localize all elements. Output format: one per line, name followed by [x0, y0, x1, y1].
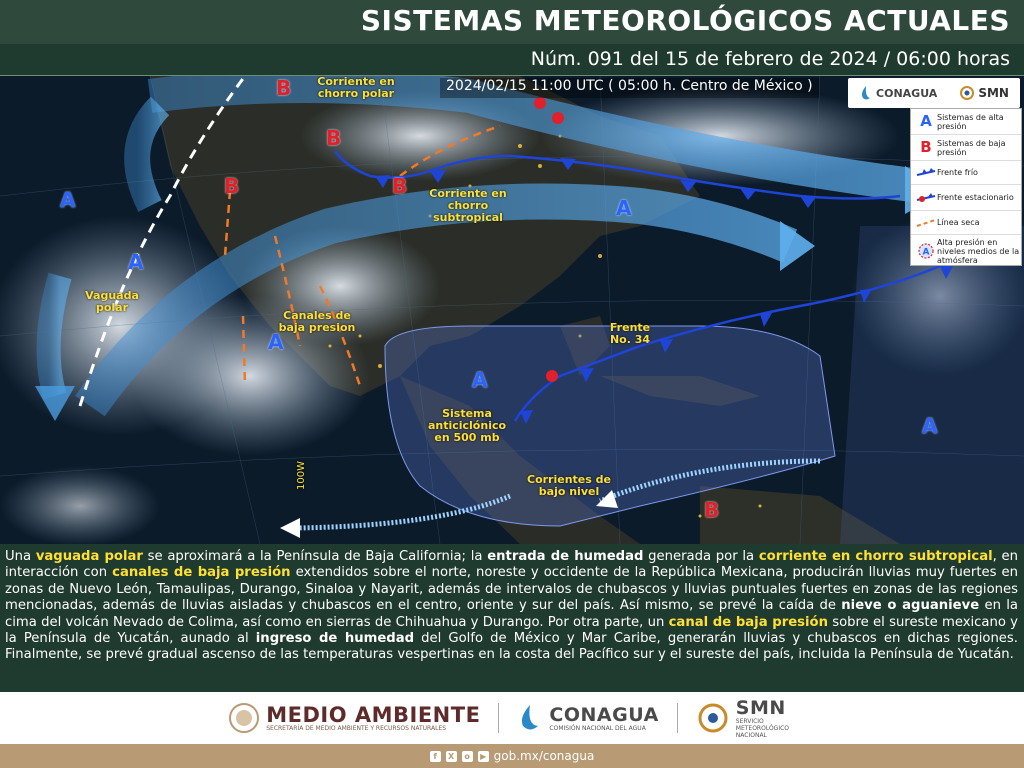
legend-label: Sistemas de alta presión: [937, 112, 1004, 131]
high-pressure-marker: A: [60, 188, 76, 212]
bulletin-segment: Una: [5, 549, 36, 564]
youtube-icon[interactable]: ▶: [478, 751, 489, 762]
legend-high-symbol: A: [920, 112, 932, 130]
conagua-footer-logo: [517, 703, 658, 733]
smn-footer-title: SMN: [735, 696, 786, 719]
bulletin-text: [0, 544, 1024, 692]
bulletin-segment: se aproximará a la Península de Baja California; la: [142, 549, 488, 564]
instagram-icon[interactable]: o: [462, 751, 473, 762]
conagua-logo-text: CONAGUA: [876, 86, 938, 100]
map-graphics: [0, 76, 1024, 544]
bulletin-highlight: canal de baja presión: [668, 614, 828, 630]
satellite-timestamp: 2024/02/15 11:00 UTC ( 05:00 h. Centro de México ): [440, 78, 819, 98]
label-low-level-currents: Corrientes de bajo nivel: [527, 473, 611, 498]
footer-divider: [677, 703, 678, 733]
legend-item-stationary-front: [911, 185, 1021, 211]
smn-logo-text: SMN: [978, 86, 1009, 100]
label-anticyclone-500mb: Sistema anticiclónico en 500 mb: [427, 407, 507, 444]
legend-item-upper-high: [911, 235, 1021, 267]
agency-logos: [848, 78, 1020, 108]
smn-icon: [959, 85, 975, 101]
legend-low-symbol: B: [920, 138, 932, 156]
smn-footer-subtitle: SERVICIO METEOROLÓGICO NACIONAL: [735, 717, 790, 739]
label-subtropical-jet: Corriente en chorro subtropical: [429, 187, 507, 224]
conagua-logo: [859, 85, 937, 101]
bulletin-segment: extendidos sobre el norte, noreste y occidente de la República Mexicana, producirán lluvias muy fuertes en zonas de Nuevo León, Tamaulipas, Durango, Sinaloa y Nayarit, además de intervalos de chubascos y lluvias puntuales fuertes en zonas de las regiones mencionadas, además de lluvias aisladas y chubascos en el centro, oriente y sur del país. Así mismo, se prevé la caída de: [5, 565, 1018, 614]
high-pressure-marker: A: [922, 414, 938, 438]
upper-high-icon: [915, 242, 937, 260]
legend-item-dry-line: [911, 211, 1021, 235]
bulletin-bold: ingreso de humedad: [255, 631, 415, 647]
smn-footer-logo: [696, 698, 796, 739]
high-pressure-marker: A: [268, 330, 284, 354]
bulletin-highlight: vaguada polar: [35, 549, 143, 564]
label-longitude: 100W: [296, 461, 307, 490]
smn-logo: [959, 85, 1009, 101]
legend-item-high: [911, 109, 1021, 135]
conagua-drop-icon: [517, 703, 543, 733]
social-links-bar: [0, 744, 1024, 768]
map-legend: [910, 108, 1022, 266]
bulletin-segment: , en interacción con: [5, 549, 1018, 581]
low-pressure-marker: B: [276, 76, 292, 100]
facebook-icon[interactable]: f: [430, 751, 441, 762]
conagua-icon: [859, 85, 873, 101]
page-title: SISTEMAS METEOROLÓGICOS ACTUALES: [0, 0, 1024, 44]
low-pressure-marker: B: [224, 174, 240, 198]
conagua-footer-title: CONAGUA: [549, 703, 659, 726]
satellite-map: [0, 76, 1024, 544]
low-pressure-marker: B: [326, 126, 342, 150]
bulletin-segment: del Golfo de México y Mar Caribe, generarán lluvias y chubascos en dichas regiones. Finalmente, se prevé gradual ascenso de las temperaturas vespertinas en la costa del Pacífico sur y el sureste del país, incluida la Península de Yucatán.: [5, 631, 1018, 663]
legend-label: Línea seca: [937, 218, 980, 227]
bulletin-segment: generada por la: [643, 549, 759, 564]
high-pressure-marker: A: [472, 368, 488, 392]
medio-ambiente-subtitle: SECRETARÍA DE MEDIO AMBIENTE Y RECURSOS NATURALES: [266, 724, 447, 732]
medio-ambiente-logo: [228, 702, 480, 734]
bulletin-bold: entrada de humedad: [487, 549, 644, 564]
legend-item-cold-front: [911, 161, 1021, 185]
legend-label: Frente estacionario: [937, 193, 1014, 202]
x-twitter-icon[interactable]: X: [446, 751, 457, 762]
bulletin-highlight: canales de baja presión: [112, 565, 291, 581]
label-polar-jet: Corriente en chorro polar: [317, 76, 395, 100]
footer-logos: [0, 692, 1024, 744]
legend-label: Sistemas de baja presión: [937, 138, 1006, 157]
cold-front-icon: [915, 168, 937, 178]
mexico-seal-icon: [228, 702, 260, 734]
dry-line-icon: [915, 218, 937, 228]
bulletin-bold: nieve o aguanieve: [841, 598, 980, 614]
conagua-footer-subtitle: COMISIÓN NACIONAL DEL AGUA: [549, 724, 646, 732]
legend-label: Alta presión en niveles medios de la atmósfera: [937, 237, 1020, 265]
bulletin-highlight: corriente en chorro subtropical: [758, 549, 993, 564]
low-pressure-marker: B: [704, 498, 720, 522]
smn-swirl-icon: [696, 701, 730, 735]
label-low-pressure-troughs: Canales de baja presion: [278, 309, 356, 334]
bulletin-segment: sobre el sureste mexicano y la Península de Yucatán, aunado al: [5, 614, 1018, 647]
bulletin-segment: en la cima del volcán Nevado de Colima, así como en sierras de Chihuahua y Durango. Por otra parte, un: [5, 598, 1018, 630]
legend-label: Frente frío: [937, 168, 978, 177]
legend-item-low: [911, 135, 1021, 161]
medio-ambiente-title: MEDIO AMBIENTE: [266, 702, 481, 727]
bulletin-number-date: Núm. 091 del 15 de febrero de 2024 / 06:00 horas: [0, 44, 1024, 76]
high-pressure-marker: A: [128, 250, 144, 274]
svg-text:A: A: [922, 247, 930, 258]
label-front-34: Frente No. 34: [609, 321, 651, 346]
footer-divider: [498, 703, 499, 733]
low-pressure-marker: B: [392, 174, 408, 198]
label-polar-trough: Vaguada polar: [85, 289, 139, 314]
high-pressure-marker: A: [616, 196, 632, 220]
website-link[interactable]: gob.mx/conagua: [493, 749, 595, 763]
stationary-front-icon: [915, 192, 937, 204]
